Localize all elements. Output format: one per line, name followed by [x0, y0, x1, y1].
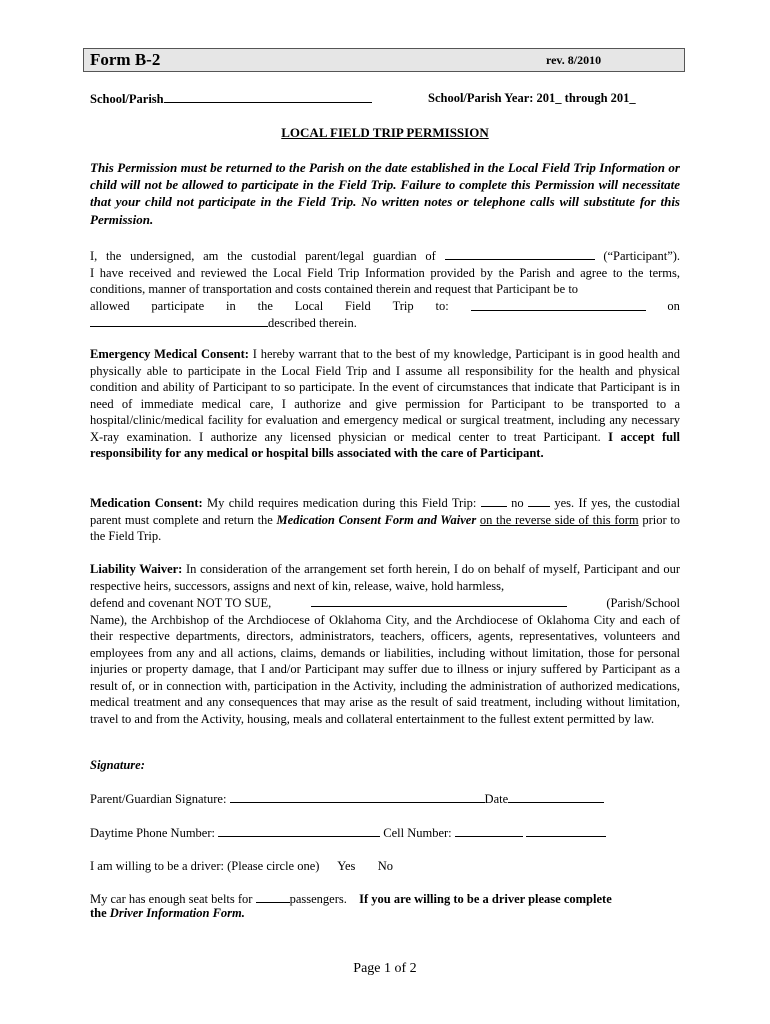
driver-label: I am willing to be a driver: (Please circle one) — [90, 859, 320, 873]
page-number: Page 1 of 2 — [353, 961, 417, 976]
guardian-intro: I, the undersigned, am the custodial parent/legal guardian of — [90, 249, 436, 263]
word: in — [226, 298, 236, 313]
school-parish-line — [90, 90, 372, 108]
emergency-body: I hereby warrant that to the best of my knowledge, Participant is in good health and physically able to participate in the Local Field Trip and I assume all responsibility for the health and physical condition and ability of Participant to so participate. In the event of circumstances that indicate that Participant is in need of immediate medical care, I authorize and give permission for Participant to be transported to a hospital/clinic/medical facility for evaluation and emergency medical or surgical treatment, including any necessary X-ray examination. I authorize any licensed physician or medical center to treat Participant. — [90, 347, 681, 444]
emergency-paragraph — [90, 346, 680, 462]
trip-date-field[interactable] — [90, 314, 268, 327]
driver-instruction-the: the — [90, 906, 107, 920]
word: participate — [151, 298, 205, 313]
destination-field[interactable] — [471, 298, 646, 311]
seatbelts-line — [90, 890, 680, 920]
date-label: Date — [484, 792, 509, 806]
phone-label: Daytime Phone Number: — [90, 826, 215, 840]
liability-line3-start: defend and covenant NOT TO SUE, — [90, 596, 272, 610]
driver-yes-option[interactable]: Yes — [337, 859, 356, 873]
medication-no-field[interactable] — [481, 494, 507, 507]
school-parish-label: School/Parish — [90, 92, 164, 106]
driver-instruction: If you are willing to be a driver please complete — [359, 892, 612, 906]
notice-paragraph: This Permission must be returned to the Parish on the date established in the Local Field Trip Information or child will not be allowed to participate in the Field Trip. Failure to complete this Permission will necessitate that your child not participate in the Field Trip. No written notes or telephone calls will substitute for this Permission. — [90, 160, 680, 227]
school-parish-field[interactable] — [164, 90, 372, 103]
destination-line — [90, 298, 680, 315]
revision-label: rev. 8/2010 — [546, 53, 602, 67]
parish-school-name-field[interactable] — [311, 594, 567, 607]
seatbelts-label: My car has enough seat belts for — [90, 892, 253, 906]
driver-information-form: Driver Information Form. — [109, 906, 245, 920]
liability-sue-line — [90, 594, 680, 612]
guardian-signature-label: Parent/Guardian Signature: — [90, 792, 227, 806]
driver-line — [90, 858, 393, 875]
cell-area-field[interactable] — [455, 824, 523, 837]
daytime-phone-field[interactable] — [218, 824, 380, 837]
liability-heading: Liability Waiver: — [90, 562, 183, 576]
participant-label: (“Participant”). — [603, 249, 681, 263]
participant-name-field[interactable] — [445, 247, 595, 260]
liability-rest: Name), the Archbishop of the Archdiocese of Oklahoma City, and the Archdiocese of Oklahoma City and each of their respective departments, directors, administrators, teachers, officers, agents, representatives, volunteers and employees from any and all actions, claims, demands or liabilities, including without limitation, those for personal injuries or property damage, that I and/or Participant may suffer due to illness or injury suffered by Participant as a result of, or in connection with, participation in the Activity, including the administration of authorized medications, medical treatment and any consequences that may arise as the result of said treatment, including without limitation, travel to and from the Activity, housing, meals and collateral entertainment to the fullest extent permitted by law. — [90, 612, 680, 726]
passengers-label: passengers. — [289, 892, 347, 906]
word: Local — [294, 298, 324, 313]
form-header-bar — [83, 48, 685, 72]
word: the — [257, 298, 273, 313]
medication-form-name: Medication Consent Form and Waiver — [276, 512, 477, 527]
medication-paragraph — [90, 494, 680, 545]
phone-line — [90, 824, 606, 842]
driver-no-option[interactable]: No — [377, 859, 393, 873]
liability-line3-end: (Parish/School — [606, 596, 680, 610]
medication-heading: Medication Consent: — [90, 496, 203, 510]
form-label: Form B-2 — [90, 50, 161, 69]
emergency-bold-tail: I accept full responsibility for any medical or hospital bills associated with the care of Participant. — [90, 429, 680, 460]
liability-paragraph — [90, 561, 680, 727]
word: on — [667, 298, 680, 313]
reverse-side-link: on the reverse side of this form — [479, 512, 639, 527]
date-field[interactable] — [508, 790, 604, 803]
page-title: LOCAL FIELD TRIP PERMISSION — [281, 125, 489, 140]
word: to: — [435, 298, 449, 313]
guardian-signature-field[interactable] — [230, 790, 485, 803]
guardian-paragraph — [90, 247, 680, 332]
word: allowed — [90, 298, 130, 313]
seatbelts-field[interactable] — [256, 890, 290, 903]
medication-text-2: yes. If yes, the custodial parent must complete and return the — [90, 496, 681, 527]
liability-line1: In consideration of the arrangement set forth herein, I do on behalf of myself, Participant and our respective heirs, successors, assigns and next of kin, release, waive, hold harmless, — [90, 562, 680, 593]
emergency-heading: Emergency Medical Consent: — [90, 347, 249, 361]
described-therein: described therein. — [268, 316, 357, 330]
signature-heading: Signature: — [90, 758, 145, 772]
cell-number-field[interactable] — [526, 824, 606, 837]
medication-tail: prior to the Field Trip. — [90, 512, 681, 543]
medication-text-1: My child requires medication during this Field Trip: — [207, 496, 477, 510]
word: Trip — [392, 298, 414, 313]
guardian-body: I have received and reviewed the Local Field Trip Information provided by the Parish and agree to the terms, conditions, manner of transportation and costs contained therein and request that Participant be to — [90, 265, 680, 296]
guardian-signature-line — [90, 790, 604, 808]
medication-yes-field[interactable] — [528, 494, 550, 507]
school-year-label: School/Parish Year: 201_ through 201_ — [428, 91, 636, 105]
cell-label: Cell Number: — [383, 826, 452, 840]
word: Field — [345, 298, 371, 313]
medication-no-label: no — [511, 496, 524, 510]
